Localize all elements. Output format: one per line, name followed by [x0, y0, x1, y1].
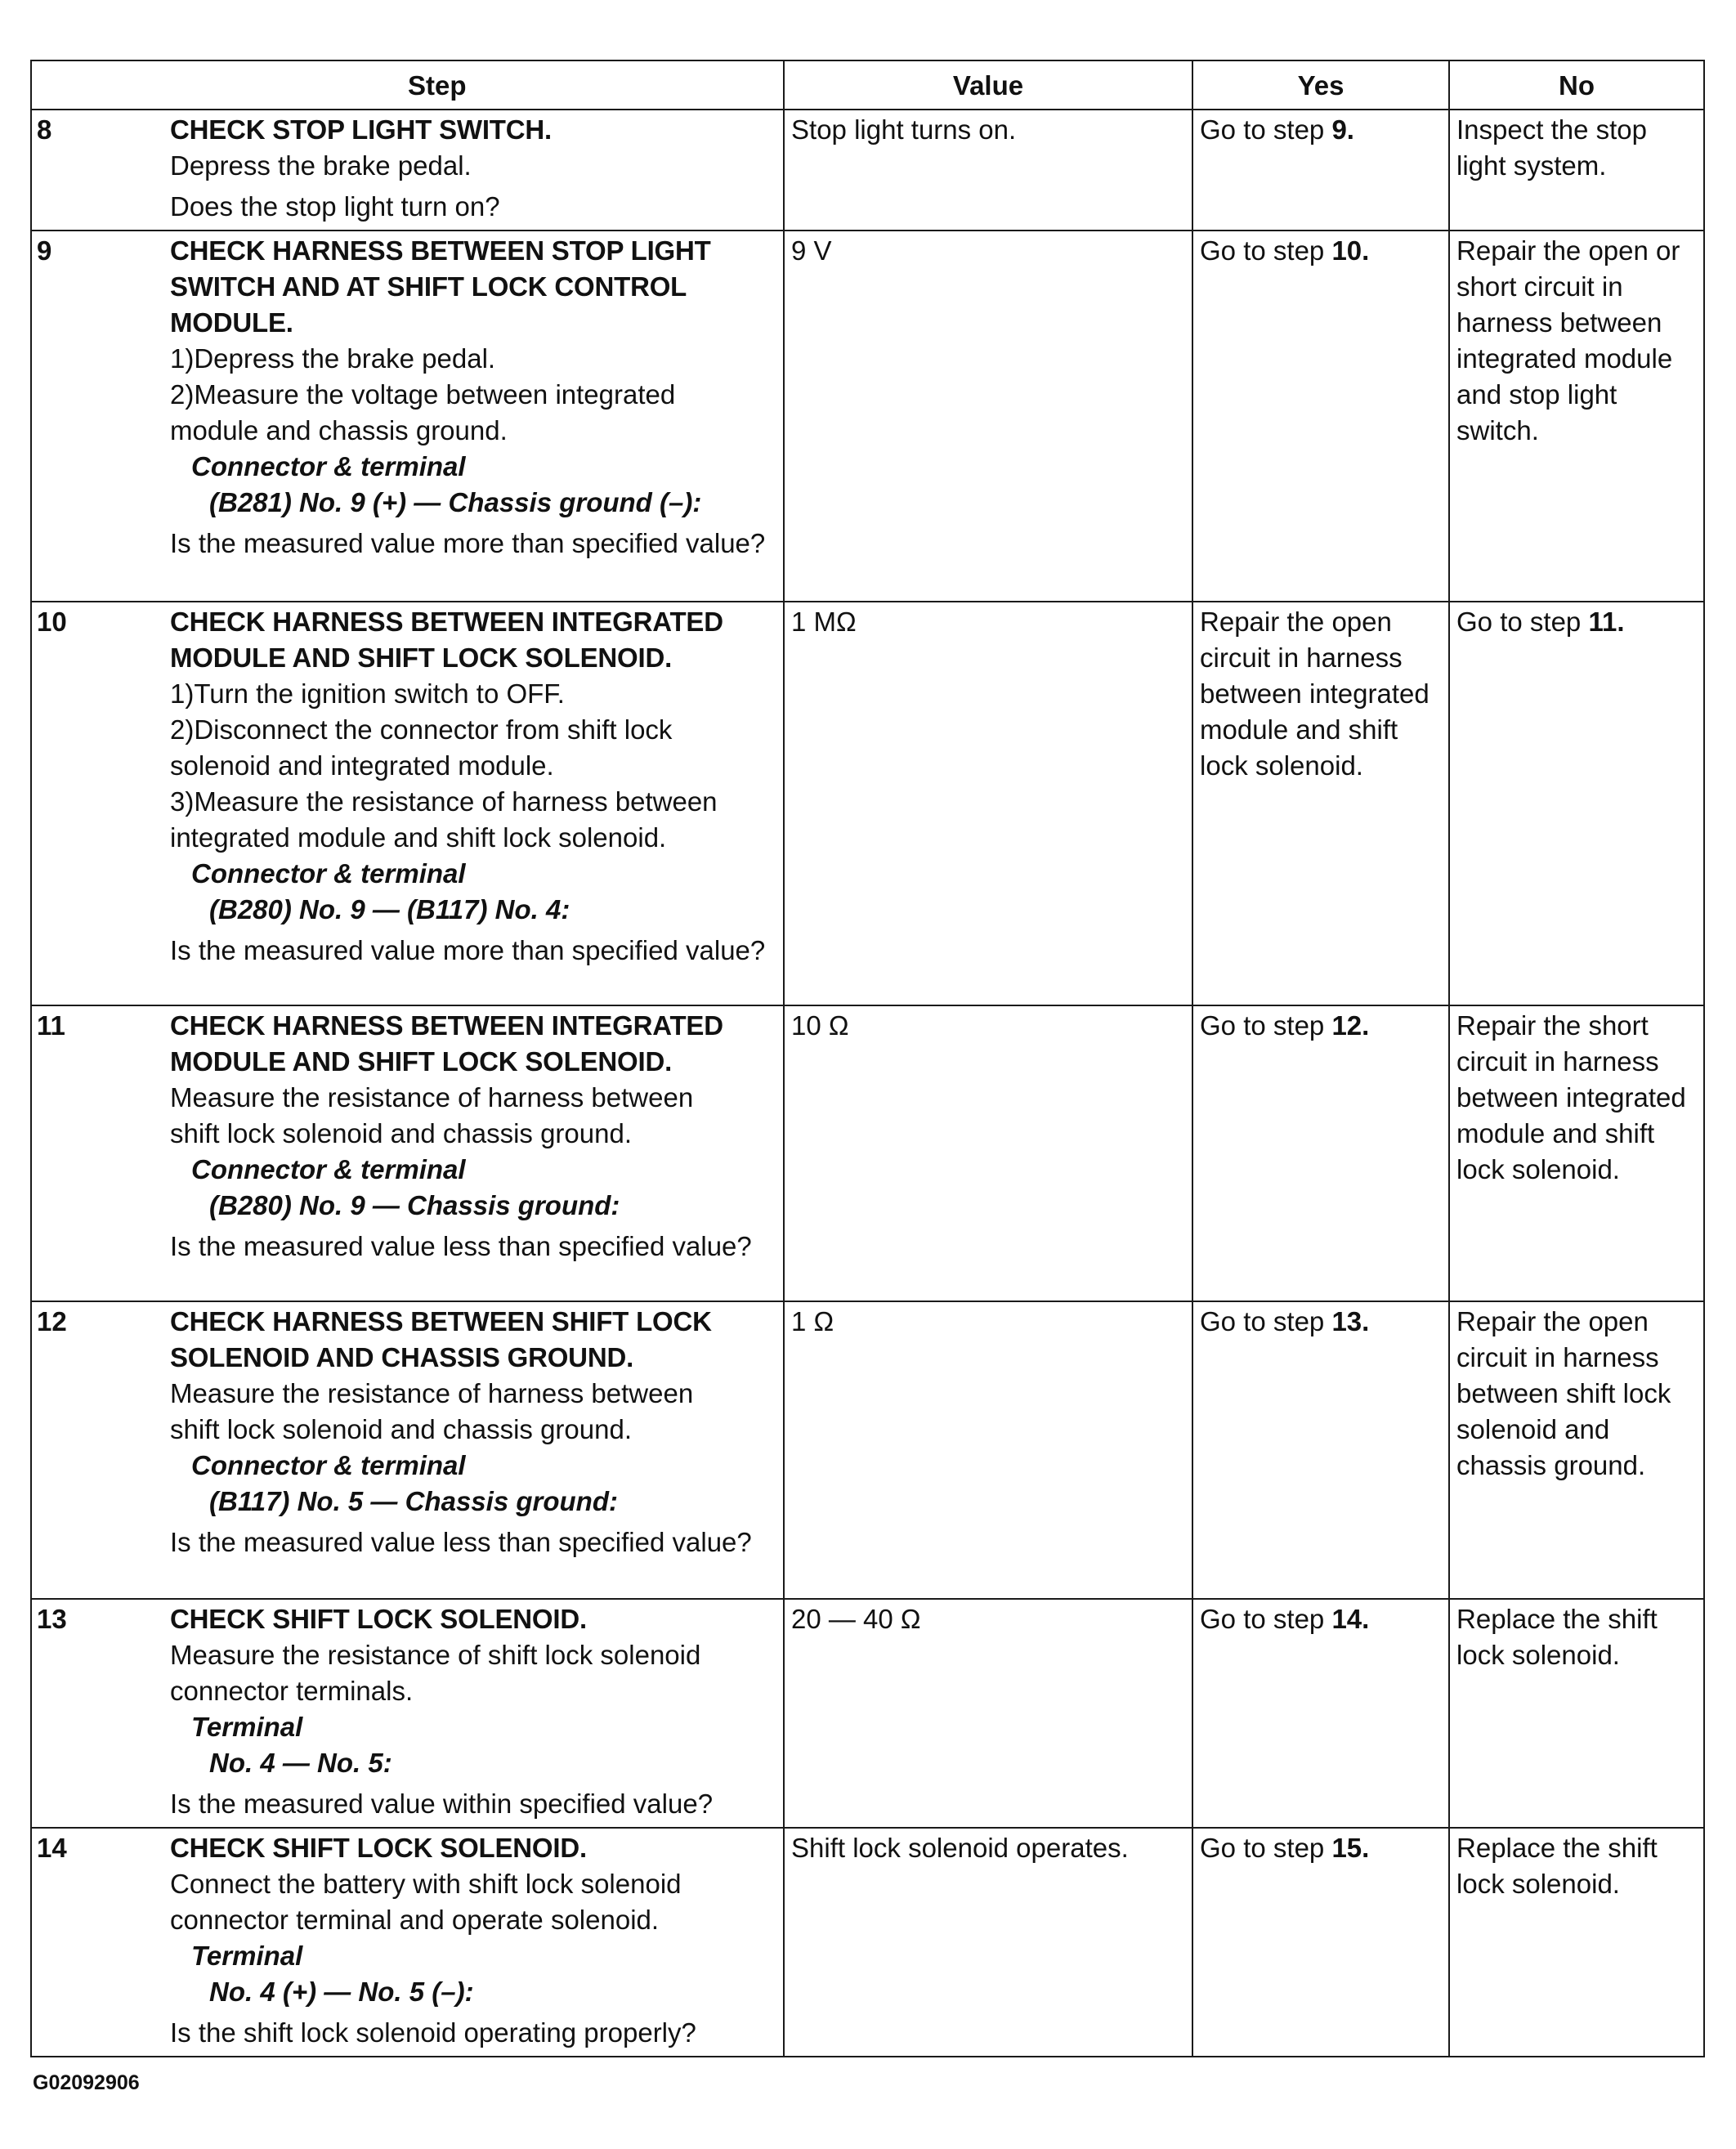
- no-goto-step: 11.: [1588, 607, 1625, 637]
- step-description: [170, 602, 784, 1005]
- step-question: Does the stop light turn on?: [170, 191, 500, 222]
- step-instruction: Connect the battery with shift lock solenoid: [170, 1869, 682, 1899]
- step-number: 13: [31, 1599, 170, 1828]
- step-title: CHECK HARNESS BETWEEN INTEGRATED: [170, 607, 723, 637]
- step-description: [170, 1828, 784, 2057]
- spec-value: 9 V: [784, 231, 1192, 602]
- step-question: Is the measured value more than specified value?: [170, 528, 766, 558]
- spec-value: Stop light turns on.: [784, 110, 1192, 231]
- step-title: CHECK HARNESS BETWEEN SHIFT LOCK: [170, 1306, 712, 1336]
- figure-code: G02092906: [33, 2071, 140, 2094]
- header-row: [31, 60, 1704, 110]
- yes-goto-text: Go to step: [1200, 235, 1325, 266]
- no-action-text: Replace the shift lock solenoid.: [1456, 1833, 1658, 1899]
- yes-goto-step: 15.: [1331, 1833, 1370, 1863]
- step-instruction: Measure the resistance of shift lock solenoid: [170, 1640, 701, 1670]
- step-number: 12: [31, 1301, 170, 1599]
- header-yes: Yes: [1192, 60, 1449, 110]
- yes-action: [1192, 110, 1449, 231]
- no-action-text: Repair the open circuit in harness between shift lock solenoid and chassis ground.: [1456, 1306, 1671, 1480]
- diagnostic-table: [30, 60, 1705, 2057]
- step-question: Is the measured value within specified value?: [170, 1789, 714, 1819]
- connector-label: Terminal: [191, 1941, 303, 1971]
- spec-value: Shift lock solenoid operates.: [784, 1828, 1192, 2057]
- yes-action: [1192, 1005, 1449, 1301]
- step-title: MODULE.: [170, 307, 293, 338]
- table-row: [31, 1828, 1704, 2057]
- step-instruction: Depress the brake pedal.: [170, 150, 472, 181]
- spec-value: 1 MΩ: [784, 602, 1192, 1005]
- step-instruction: Measure the resistance of harness between: [170, 1378, 694, 1408]
- step-title: CHECK HARNESS BETWEEN INTEGRATED: [170, 1010, 723, 1041]
- table-row: [31, 110, 1704, 231]
- step-instruction: solenoid and integrated module.: [170, 750, 554, 781]
- step-title: CHECK SHIFT LOCK SOLENOID.: [170, 1833, 587, 1863]
- spec-value: 1 Ω: [784, 1301, 1192, 1599]
- step-description: [170, 110, 784, 231]
- connector-pins: No. 4 — No. 5:: [209, 1748, 392, 1778]
- header-no: No: [1449, 60, 1704, 110]
- yes-action-text: Repair the open circuit in harness between integrated module and shift lock solenoid.: [1200, 607, 1430, 781]
- table-row: [31, 1599, 1704, 1828]
- no-action-text: Replace the shift lock solenoid.: [1456, 1604, 1658, 1670]
- yes-goto-text: Go to step: [1200, 1833, 1325, 1863]
- connector-pins: (B281) No. 9 (+) — Chassis ground (–):: [209, 487, 702, 517]
- step-instruction: module and chassis ground.: [170, 415, 508, 445]
- step-number: 9: [31, 231, 170, 602]
- step-instruction: 2)Measure the voltage between integrated: [170, 379, 676, 410]
- no-action: [1449, 602, 1704, 1005]
- connector-label: Connector & terminal: [191, 1154, 466, 1184]
- step-title: MODULE AND SHIFT LOCK SOLENOID.: [170, 1046, 673, 1077]
- step-instruction: Measure the resistance of harness between: [170, 1082, 694, 1113]
- step-instruction: 2)Disconnect the connector from shift lock: [170, 714, 673, 745]
- no-goto-text: Go to step: [1456, 607, 1582, 637]
- no-action: [1449, 1005, 1704, 1301]
- step-instruction: shift lock solenoid and chassis ground.: [170, 1118, 632, 1148]
- table-row: [31, 1301, 1704, 1599]
- connector-label: Connector & terminal: [191, 1450, 466, 1480]
- step-instruction: connector terminals.: [170, 1676, 414, 1706]
- step-question: Is the shift lock solenoid operating properly?: [170, 2017, 696, 2048]
- step-instruction: 3)Measure the resistance of harness between: [170, 786, 718, 817]
- step-instruction: connector terminal and operate solenoid.: [170, 1905, 660, 1935]
- no-action-text: Repair the short circuit in harness between integrated module and shift lock solenoid.: [1456, 1010, 1686, 1184]
- step-title: CHECK STOP LIGHT SWITCH.: [170, 114, 552, 145]
- no-action: [1449, 1599, 1704, 1828]
- yes-goto-text: Go to step: [1200, 1010, 1325, 1041]
- table-body: [31, 110, 1704, 2057]
- step-number: 10: [31, 602, 170, 1005]
- step-instruction: 1)Turn the ignition switch to OFF.: [170, 678, 565, 709]
- yes-goto-step: 14.: [1331, 1604, 1370, 1634]
- header-value: Value: [784, 60, 1192, 110]
- step-instruction: shift lock solenoid and chassis ground.: [170, 1414, 632, 1444]
- connector-pins: (B117) No. 5 — Chassis ground:: [209, 1486, 618, 1516]
- step-title: MODULE AND SHIFT LOCK SOLENOID.: [170, 642, 673, 673]
- step-title: CHECK HARNESS BETWEEN STOP LIGHT: [170, 235, 711, 266]
- step-title: CHECK SHIFT LOCK SOLENOID.: [170, 1604, 587, 1634]
- yes-action: [1192, 231, 1449, 602]
- no-action: [1449, 1301, 1704, 1599]
- table-row: [31, 602, 1704, 1005]
- table-row: [31, 1005, 1704, 1301]
- no-action: [1449, 231, 1704, 602]
- yes-action: [1192, 1599, 1449, 1828]
- step-description: [170, 1301, 784, 1599]
- yes-goto-text: Go to step: [1200, 1306, 1325, 1336]
- step-number: 14: [31, 1828, 170, 2057]
- table-row: [31, 231, 1704, 602]
- no-action-text: Inspect the stop light system.: [1456, 114, 1647, 181]
- yes-goto-step: 13.: [1331, 1306, 1370, 1336]
- header-step: Step: [31, 60, 784, 110]
- step-instruction: integrated module and shift lock solenoid.: [170, 822, 667, 853]
- yes-goto-text: Go to step: [1200, 114, 1325, 145]
- yes-action: [1192, 1828, 1449, 2057]
- step-question: Is the measured value more than specified value?: [170, 935, 766, 965]
- no-action: [1449, 1828, 1704, 2057]
- yes-goto-step: 9.: [1331, 114, 1354, 145]
- step-number: 11: [31, 1005, 170, 1301]
- no-action: [1449, 110, 1704, 231]
- yes-action: [1192, 602, 1449, 1005]
- spec-value: 20 — 40 Ω: [784, 1599, 1192, 1828]
- step-description: [170, 1599, 784, 1828]
- no-action-text: Repair the open or short circuit in harness between integrated module and stop light switch.: [1456, 235, 1680, 445]
- step-question: Is the measured value less than specified value?: [170, 1231, 752, 1261]
- connector-label: Connector & terminal: [191, 451, 466, 481]
- connector-pins: (B280) No. 9 — (B117) No. 4:: [209, 894, 570, 925]
- spec-value: 10 Ω: [784, 1005, 1192, 1301]
- step-description: [170, 1005, 784, 1301]
- connector-label: Terminal: [191, 1712, 303, 1742]
- yes-goto-text: Go to step: [1200, 1604, 1325, 1634]
- connector-label: Connector & terminal: [191, 858, 466, 889]
- step-question: Is the measured value less than specified value?: [170, 1527, 752, 1557]
- step-title: SOLENOID AND CHASSIS GROUND.: [170, 1342, 634, 1372]
- step-number: 8: [31, 110, 170, 231]
- step-description: [170, 231, 784, 602]
- connector-pins: No. 4 (+) — No. 5 (–):: [209, 1977, 474, 2007]
- yes-action: [1192, 1301, 1449, 1599]
- connector-pins: (B280) No. 9 — Chassis ground:: [209, 1190, 620, 1220]
- yes-goto-step: 10.: [1331, 235, 1370, 266]
- step-instruction: 1)Depress the brake pedal.: [170, 343, 496, 374]
- step-title: SWITCH AND AT SHIFT LOCK CONTROL: [170, 271, 687, 302]
- yes-goto-step: 12.: [1331, 1010, 1370, 1041]
